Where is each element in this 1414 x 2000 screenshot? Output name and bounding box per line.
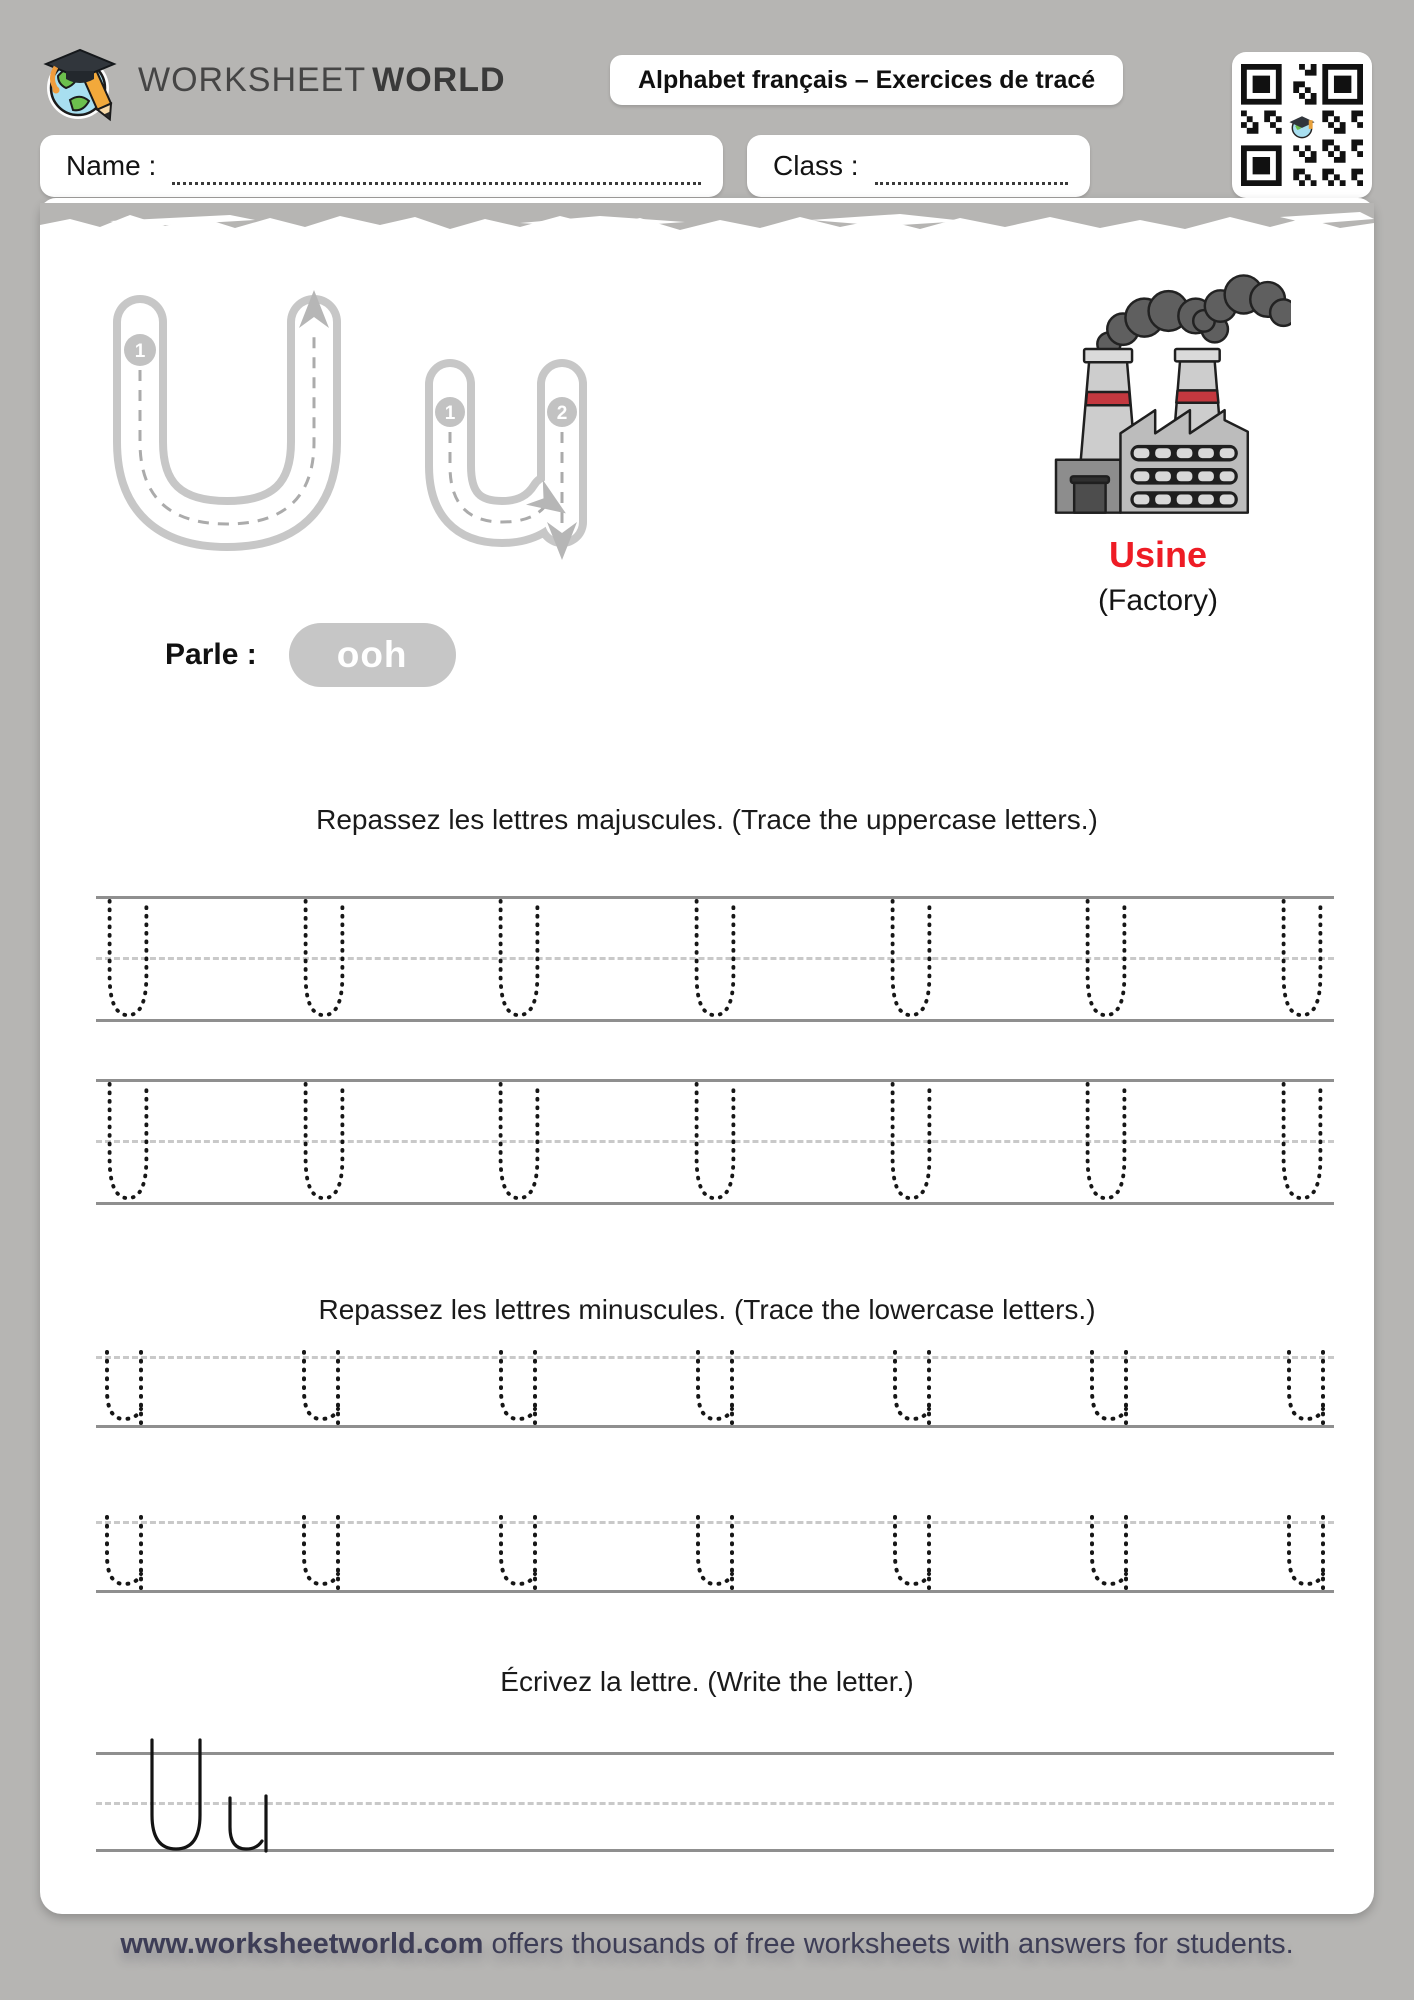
vocabulary-column bbox=[1012, 262, 1304, 687]
dotted-letter bbox=[487, 898, 551, 1020]
dotted-letter bbox=[1270, 898, 1334, 1020]
dotted-letter bbox=[879, 898, 943, 1020]
footer-text: offers thousands of free worksheets with answers for students. bbox=[483, 1928, 1294, 1960]
site-url: www.worksheetworld.com bbox=[120, 1928, 484, 1960]
dotted-letter bbox=[687, 1513, 743, 1593]
dotted-letter bbox=[683, 898, 747, 1020]
letter-diagram-column bbox=[60, 262, 680, 687]
dotted-letter bbox=[1278, 1348, 1334, 1428]
stroke-marker-1: 1 bbox=[134, 341, 146, 362]
brand-second-word: WORLD bbox=[372, 60, 506, 99]
name-label: Name : bbox=[66, 150, 157, 181]
dotted-letter bbox=[96, 1081, 160, 1203]
brand-text bbox=[138, 61, 506, 100]
dotted-letter bbox=[490, 1513, 546, 1593]
uppercase-section-heading: Repassez les lettres majuscules. (Trace the uppercase letters.) bbox=[316, 804, 1098, 835]
dotted-letter bbox=[487, 1081, 551, 1203]
title-badge-text: Alphabet français – Exercices de tracé bbox=[638, 65, 1096, 94]
uppercase-trace-row-2[interactable] bbox=[96, 1079, 1334, 1205]
brand-logo bbox=[36, 38, 506, 122]
dotted-letter bbox=[292, 1081, 356, 1203]
dotted-letter bbox=[683, 1081, 747, 1203]
qr-code-image bbox=[1241, 64, 1363, 186]
stroke-marker-lc-1: 1 bbox=[444, 403, 456, 424]
word-english: (Factory) bbox=[1098, 584, 1218, 617]
uppercase-trace-row-1[interactable] bbox=[96, 896, 1334, 1022]
letter-tracing-diagram bbox=[60, 262, 620, 587]
dotted-letter bbox=[96, 1513, 152, 1593]
uppercase-letter-outline bbox=[124, 290, 329, 524]
word-french: Usine bbox=[1108, 534, 1208, 575]
title-badge bbox=[610, 55, 1123, 105]
brand-first-word: WORKSHEET bbox=[138, 60, 367, 99]
worksheet-card bbox=[40, 198, 1374, 1914]
dotted-letter bbox=[96, 898, 160, 1020]
lowercase-letter-outline bbox=[435, 384, 577, 560]
dotted-letter bbox=[884, 1513, 940, 1593]
dotted-letter bbox=[1278, 1513, 1334, 1593]
dotted-letter bbox=[293, 1348, 349, 1428]
lowercase-trace-row-2[interactable] bbox=[96, 1513, 1334, 1593]
dotted-letter bbox=[884, 1348, 940, 1428]
hero-section bbox=[40, 198, 1374, 687]
example-letters bbox=[130, 1738, 300, 1864]
name-field bbox=[40, 135, 723, 197]
lowercase-trace-row-1[interactable] bbox=[96, 1348, 1334, 1428]
write-row[interactable] bbox=[96, 1752, 1334, 1852]
dotted-letter bbox=[879, 1081, 943, 1203]
torn-paper-edge bbox=[40, 203, 1374, 237]
dotted-letter bbox=[687, 1348, 743, 1428]
speak-row bbox=[165, 623, 680, 687]
dotted-letter bbox=[292, 898, 356, 1020]
dotted-letter bbox=[1270, 1081, 1334, 1203]
class-field bbox=[747, 135, 1090, 197]
write-section-heading: Écrivez la lettre. (Write the letter.) bbox=[500, 1666, 914, 1697]
dotted-letter bbox=[1081, 1513, 1137, 1593]
dotted-letter bbox=[1074, 898, 1138, 1020]
brand-logo-icon bbox=[36, 38, 124, 122]
speak-label: Parle : bbox=[165, 638, 257, 671]
name-input-line[interactable] bbox=[172, 148, 701, 185]
dotted-letter bbox=[490, 1348, 546, 1428]
class-label: Class : bbox=[773, 150, 859, 181]
dotted-letter bbox=[96, 1348, 152, 1428]
dotted-letter bbox=[1081, 1348, 1137, 1428]
dotted-letter bbox=[1074, 1081, 1138, 1203]
sound-text: ooh bbox=[336, 634, 408, 675]
footer bbox=[0, 1928, 1414, 1961]
lowercase-section-heading: Repassez les lettres minuscules. (Trace the lowercase letters.) bbox=[318, 1294, 1096, 1325]
sound-pill bbox=[289, 623, 456, 687]
stroke-marker-lc-2: 2 bbox=[556, 403, 568, 424]
qr-code bbox=[1232, 52, 1372, 198]
dotted-letter bbox=[293, 1513, 349, 1593]
class-input-line[interactable] bbox=[875, 148, 1068, 185]
factory-illustration bbox=[1026, 268, 1291, 516]
